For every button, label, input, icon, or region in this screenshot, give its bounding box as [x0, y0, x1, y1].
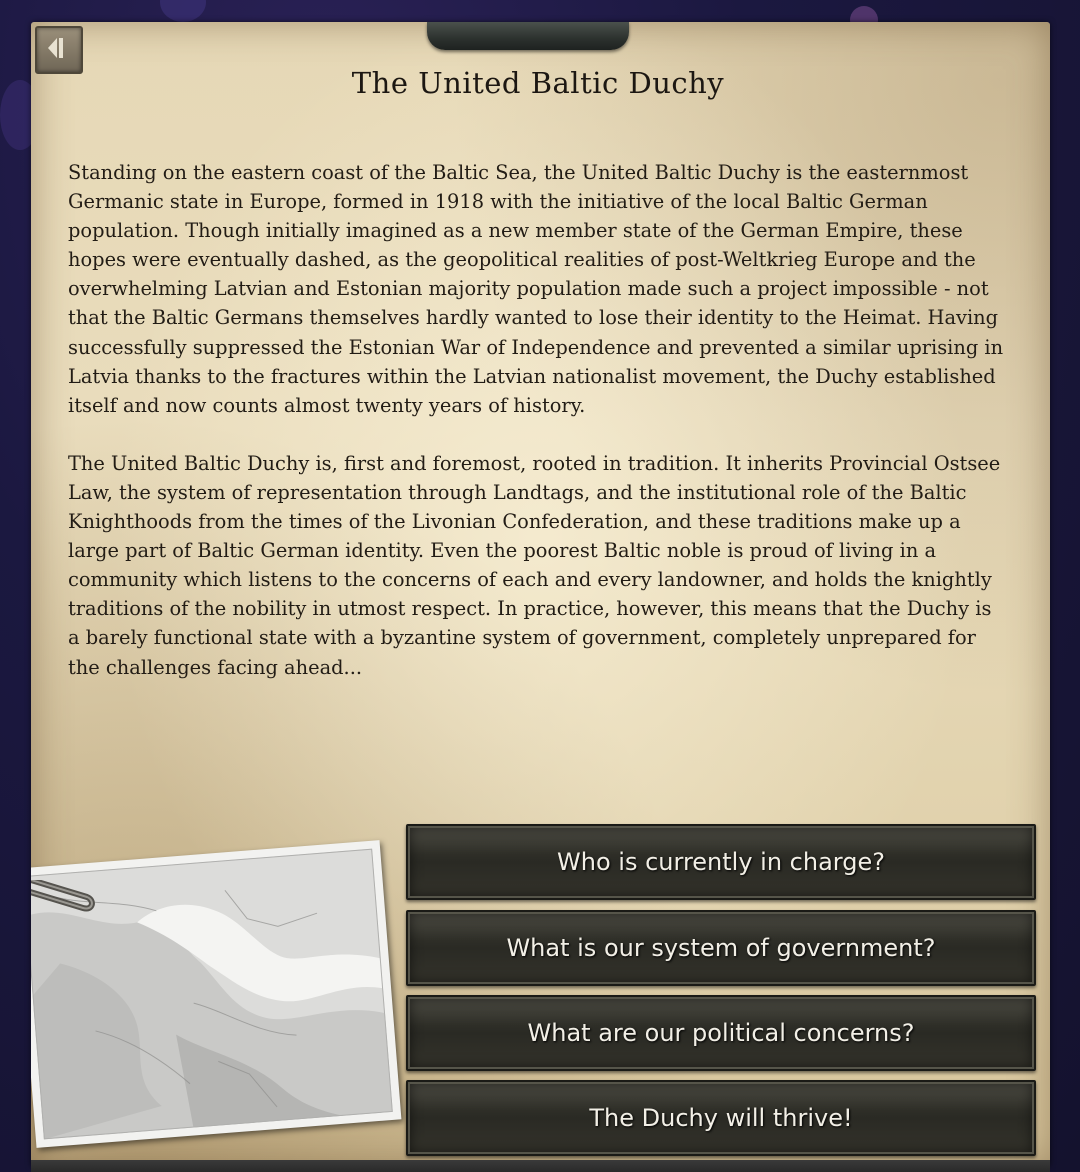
paper-clip-icon [31, 880, 103, 920]
choice-label: The Duchy will thrive! [589, 1104, 853, 1132]
background-blob [160, 0, 206, 22]
choice-label: What are our political concerns? [527, 1019, 915, 1047]
choice-label: Who is currently in charge? [557, 848, 885, 876]
choice-button-who-is-in-charge[interactable] [406, 824, 1036, 900]
choice-button-political-concerns[interactable] [406, 995, 1036, 1071]
page-title: The United Baltic Duchy [351, 66, 725, 100]
description-paragraph: The United Baltic Duchy is, first and foremost, rooted in tradition. It inherits Provincial Ostsee Law, the system of representation through Landtags, and the institutional role of the Baltic Knighthoods from the times of the Livonian Confederation, and these traditions make up a large part of Baltic German identity. Even the poorest Baltic noble is proud of living in a community which listens to the concerns of each and every landowner, and holds the knightly traditions of the nobility in utmost respect. In practice, however, this means that the Duchy is a barely functional state with a byzantine system of government, completely unprepared for the challenges facing ahead... [68, 451, 1001, 679]
choice-button-system-of-government[interactable] [406, 910, 1036, 986]
panel-bottom-edge [31, 1160, 1050, 1172]
choice-button-duchy-will-thrive[interactable] [406, 1080, 1036, 1156]
choice-label: What is our system of government? [506, 934, 936, 962]
event-panel [31, 22, 1050, 1167]
back-arrow-icon [46, 36, 68, 60]
top-clasp [427, 22, 629, 50]
description-paragraph: Standing on the eastern coast of the Baltic Sea, the United Baltic Duchy is the easternmost Germanic state in Europe, formed in 1918 with the initiative of the local Baltic German population. Though initially imagined as a new member state of the German Empire, these hopes were eventually dashed, as the geopolitical realities of post-Weltkrieg Europe and the overwhelming Latvian and Estonian majority population made such a project impossible - not that the Baltic Germans themselves hardly wanted to lose their identity to the Heimat. Having successfully suppressed the Estonian War of Independence and prevented a similar uprising in Latvia thanks to the fractures within the Latvian nationalist movement, the Duchy established itself and now counts almost twenty years of history. [68, 161, 1004, 417]
event-description [68, 158, 1008, 711]
